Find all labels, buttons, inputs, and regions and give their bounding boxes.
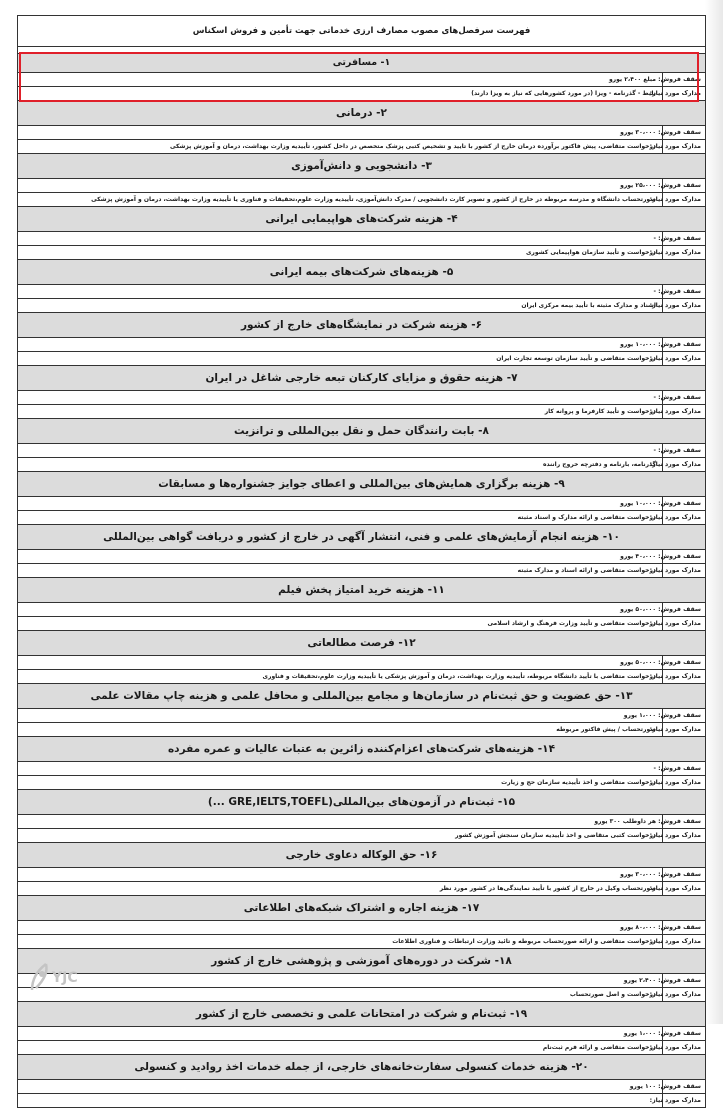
ceiling-label: سقف فروش: [662, 179, 705, 192]
ceiling-row [18, 391, 705, 405]
documents-label: مدارک مورد نیاز: [662, 935, 705, 948]
sections-container [18, 54, 705, 1108]
ceiling-row [18, 656, 705, 670]
ceiling-row [18, 444, 705, 458]
section-17 [18, 896, 705, 949]
section-8 [18, 419, 705, 472]
ceiling-row [18, 1080, 705, 1094]
ceiling-label: سقف فروش: [662, 338, 705, 351]
section-6 [18, 313, 705, 366]
documents-row [18, 299, 705, 313]
section-title: ۶- هزینه شرکت در نمایشگاه‌های خارج از کشور [18, 313, 705, 338]
documents-value: درخواست متقاضی و ارائه صورتحساب مربوطه و تائید وزارت ارتباطات و فناوری اطلاعات [392, 938, 656, 945]
ceiling-row [18, 815, 705, 829]
ceiling-value: ۳۰،۰۰۰ یورو [620, 871, 656, 878]
section-title: ۳- دانشجویی و دانش‌آموزی [18, 154, 705, 179]
ceiling-label: سقف فروش: [662, 444, 705, 457]
documents-row [18, 511, 705, 525]
documents-label: مدارک مورد نیاز: [662, 140, 705, 153]
ceiling-value: ۴۰،۰۰۰ یورو [620, 553, 656, 560]
ceiling-row [18, 974, 705, 988]
documents-value: درخواست کتبی متقاضی و اخذ تأییدیه سازمان سنجش آموزش کشور [455, 832, 656, 839]
ceiling-value: ۸۰،۰۰۰ یورو [620, 924, 656, 931]
ceiling-value: ۲۵،۰۰۰ یورو [620, 182, 656, 189]
ceiling-label: سقف فروش: [662, 232, 705, 245]
ceiling-row [18, 868, 705, 882]
section-16 [18, 843, 705, 896]
section-7 [18, 366, 705, 419]
section-title: ۱۲- فرصت مطالعاتی [18, 631, 705, 656]
documents-row [18, 829, 705, 843]
section-title: ۱۶- حق الوکاله دعاوی خارجی [18, 843, 705, 868]
document-title: فهرست سرفصل‌های مصوب مصارف ارزی خدماتی جهت تأمین و فروش اسکناس [18, 16, 705, 47]
ceiling-label: سقف فروش: [662, 815, 705, 828]
section-title: ۱۰- هزینه انجام آزمایش‌های علمی و فنی، انتشار آگهی در خارج از کشور و دریافت گواهی بین‌المللی [18, 525, 705, 550]
yjc-logo-icon [28, 960, 52, 994]
section-title: ۱۱- هزینه خرید امتیاز پخش فیلم [18, 578, 705, 603]
ceiling-value: ۵۰،۰۰۰ یورو [620, 659, 656, 666]
ceiling-label: سقف فروش: [662, 868, 705, 881]
documents-value: درخواست و تأیید کارفرما و پروانه کار [544, 408, 656, 415]
ceiling-value: ۳۰،۰۰۰ یورو [620, 129, 656, 136]
documents-label: مدارک مورد نیاز: [662, 988, 705, 1001]
ceiling-value: ۱۰،۰۰۰ یورو [620, 500, 656, 507]
documents-label: مدارک مورد نیاز: [662, 458, 705, 471]
ceiling-row [18, 921, 705, 935]
documents-label: مدارک مورد نیاز: [662, 511, 705, 524]
documents-row [18, 352, 705, 366]
ceiling-label: سقف فروش: [662, 391, 705, 404]
ceiling-value: ۱،۰۰۰ یورو [623, 712, 656, 719]
ceiling-label: سقف فروش: [662, 974, 705, 987]
ceiling-label: سقف فروش: [662, 603, 705, 616]
ceiling-label: سقف فروش: [662, 1080, 705, 1093]
documents-value: درخواست متقاضی، پیش فاکتور برآورده درمان خارج از کشور با تایید و تشخیص کتبی پزشک متخصص در داخل کشور، تأییدیه وزارت بهداشت، درمان و آموزش پزشکی [169, 143, 656, 150]
ceiling-row [18, 709, 705, 723]
ceiling-label: سقف فروش: [662, 921, 705, 934]
documents-label: مدارک مورد نیاز: [662, 299, 705, 312]
ceiling-label: سقف فروش: [662, 285, 705, 298]
ceiling-value: ۲،۴۰۰ یورو [623, 977, 656, 984]
ceiling-label: سقف فروش: [662, 1027, 705, 1040]
section-title: ۴- هزینه شرکت‌های هواپیمایی ایرانی [18, 207, 705, 232]
ceiling-row [18, 126, 705, 140]
documents-label: مدارک مورد نیاز: [662, 193, 705, 206]
documents-value: درخواست و اصل صورتحساب [569, 991, 656, 998]
documents-row [18, 564, 705, 578]
documents-value: درخواست متقاضی با تأیید دانشگاه مربوطه، تأییدیه وزارت بهداشت، درمان و آموزش پزشکی یا تأییدیه وزارت علوم،تحقیقات و فناوری [262, 673, 656, 680]
section-13 [18, 684, 705, 737]
documents-label: مدارک مورد نیاز: [662, 723, 705, 736]
ceiling-label: سقف فروش: [662, 550, 705, 563]
documents-value [18, 1094, 662, 1107]
section-2 [18, 101, 705, 154]
section-title: ۱۳- حق عضویت و حق ثبت‌نام در سازمان‌ها و مجامع بین‌المللی و محافل علمی و هزینه چاپ مقالات علمی [18, 684, 705, 709]
ceiling-label: سقف فروش: [662, 497, 705, 510]
ceiling-label: سقف فروش: [662, 709, 705, 722]
documents-value: بلیط - گذرنامه - ویزا (در مورد کشورهایی که نیاز به ویزا دارند) [471, 90, 656, 97]
watermark-text: YJC [52, 970, 78, 986]
documents-value: درخواست و تأیید سازمان هواپیمایی کشوری [525, 249, 656, 256]
ceiling-row [18, 338, 705, 352]
watermark [28, 958, 108, 998]
documents-row [18, 246, 705, 260]
documents-value: درخواست متقاضی و ارائه مدارک و اسناد مثبته [517, 514, 656, 521]
scan-edge-shade [705, 0, 723, 1024]
section-4 [18, 207, 705, 260]
ceiling-row [18, 550, 705, 564]
documents-row [18, 193, 705, 207]
section-title: ۹- هزینه برگزاری همایش‌های بین‌المللی و اعطای جوایز جشنواره‌ها و مسابقات [18, 472, 705, 497]
documents-row [18, 458, 705, 472]
section-18 [18, 949, 705, 1002]
documents-label: مدارک مورد نیاز: [662, 405, 705, 418]
documents-value: درخواست متقاضی و ارائه فرم ثبت‌نام [542, 1044, 656, 1051]
documents-label: مدارک مورد نیاز: [662, 1041, 705, 1054]
documents-value: صورتحساب وکیل در خارج از کشور با تأیید نمایندگی‌ها در کشور مورد نظر [439, 885, 656, 892]
documents-row [18, 988, 705, 1002]
documents-row [18, 935, 705, 949]
documents-value: صورتحساب / پیش فاکتور مربوطه [556, 726, 656, 733]
section-title: ۸- بابت رانندگان حمل و نقل بین‌المللی و ترانزیت [18, 419, 705, 444]
section-20 [18, 1055, 705, 1108]
section-11 [18, 578, 705, 631]
ceiling-label: سقف فروش: [662, 73, 705, 86]
documents-label: مدارک مورد نیاز: [662, 776, 705, 789]
documents-value: درخواست متقاضی و تأیید سازمان توسعه تجارت ایران [496, 355, 656, 362]
documents-value: صورتحساب دانشگاه و مدرسه مربوطه در خارج از کشور و تصویر کارت دانشجویی / مدرک دانش‌آموزی، تأییدیه وزارت علوم،تحقیقات و فناوری یا تأییدیه وزارت بهداشت، درمان و آموزش پزشکی [91, 196, 656, 203]
section-15 [18, 790, 705, 843]
section-title: ۵- هزینه‌های شرکت‌های بیمه ایرانی [18, 260, 705, 285]
ceiling-row [18, 285, 705, 299]
ceiling-label: سقف فروش: [662, 762, 705, 775]
documents-row [18, 723, 705, 737]
section-9 [18, 472, 705, 525]
documents-row [18, 1041, 705, 1055]
section-title: ۱۷- هزینه اجاره و اشتراک شبکه‌های اطلاعاتی [18, 896, 705, 921]
ceiling-value: - [653, 394, 656, 401]
documents-value: درخواست متقاضی و ارائه اسناد و مدارک مثبته [517, 567, 656, 574]
section-title: ۱۹- ثبت‌نام و شرکت در امتحانات علمی و تخصصی خارج از کشور [18, 1002, 705, 1027]
section-title: ۲۰- هزینه خدمات کنسولی سفارت‌خانه‌های خارجی، از جمله خدمات اخذ روادید و کنسولی [18, 1055, 705, 1080]
ceiling-label: سقف فروش: [662, 126, 705, 139]
documents-label: مدارک مورد نیاز: [662, 829, 705, 842]
ceiling-value: - [653, 288, 656, 295]
section-19 [18, 1002, 705, 1055]
ceiling-row [18, 497, 705, 511]
section-12 [18, 631, 705, 684]
documents-label: مدارک مورد نیاز: [662, 246, 705, 259]
documents-label: مدارک مورد نیاز: [662, 352, 705, 365]
documents-value: درخواست متقاضی و تأیید وزارت فرهنگ و ارشاد اسلامی [487, 620, 656, 627]
documents-row [18, 670, 705, 684]
documents-value: اسناد و مدارک مثبته با تأیید بیمه مرکزی ایران [521, 302, 656, 309]
ceiling-row [18, 603, 705, 617]
ceiling-row [18, 179, 705, 193]
ceiling-row [18, 762, 705, 776]
section-3 [18, 154, 705, 207]
document-table [17, 15, 706, 1108]
section-title: ۲- درمانی [18, 101, 705, 126]
ceiling-value: - [653, 447, 656, 454]
section-10 [18, 525, 705, 578]
documents-label: مدارک مورد نیاز: [662, 670, 705, 683]
ceiling-value: - [653, 765, 656, 772]
documents-row [18, 405, 705, 419]
documents-label: مدارک مورد نیاز: [662, 87, 705, 100]
section-title: ۱۸- شرکت در دوره‌های آموزشی و پژوهشی خارج از کشور [18, 949, 705, 974]
documents-value: گذرنامه، بارنامه و دفترچه خروج راننده [542, 461, 656, 468]
section-title: ۱۵- ثبت‌نام در آزمون‌های بین‌المللی(GRE,IELTS,TOEFL ...) [18, 790, 705, 815]
ceiling-value: ۱۰۰ یورو [629, 1083, 656, 1090]
documents-label: مدارک مورد نیاز: [662, 564, 705, 577]
section-title: ۱۴- هزینه‌های شرکت‌های اعزام‌کننده زائرین به عتبات عالیات و عمره مفرده [18, 737, 705, 762]
highlight-box [19, 52, 699, 102]
ceiling-value: هر داوطلب ۳۰۰ یورو [594, 818, 656, 825]
ceiling-value: ۱،۰۰۰ یورو [623, 1030, 656, 1037]
section-title: ۱- مسافرتی [18, 54, 705, 73]
section-14 [18, 737, 705, 790]
ceiling-row [18, 1027, 705, 1041]
documents-row [18, 140, 705, 154]
ceiling-value: - [653, 235, 656, 242]
documents-row [18, 882, 705, 896]
documents-row [18, 617, 705, 631]
ceiling-row [18, 232, 705, 246]
ceiling-value: ۱۰،۰۰۰ یورو [620, 341, 656, 348]
documents-label: مدارک مورد نیاز: [662, 617, 705, 630]
documents-label: مدارک مورد نیاز: [662, 882, 705, 895]
ceiling-value: مبلغ ۲،۴۰۰ یورو [608, 76, 656, 83]
documents-label: مدارک مورد نیاز: [662, 1094, 705, 1107]
ceiling-value: ۵۰،۰۰۰ یورو [620, 606, 656, 613]
documents-row [18, 1094, 705, 1108]
section-5 [18, 260, 705, 313]
documents-value: درخواست متقاضی و اخذ تأییدیه سازمان حج و زیارت [501, 779, 656, 786]
section-title: ۷- هزینه حقوق و مزایای کارکنان تبعه خارجی شاغل در ایران [18, 366, 705, 391]
ceiling-label: سقف فروش: [662, 656, 705, 669]
documents-row [18, 776, 705, 790]
